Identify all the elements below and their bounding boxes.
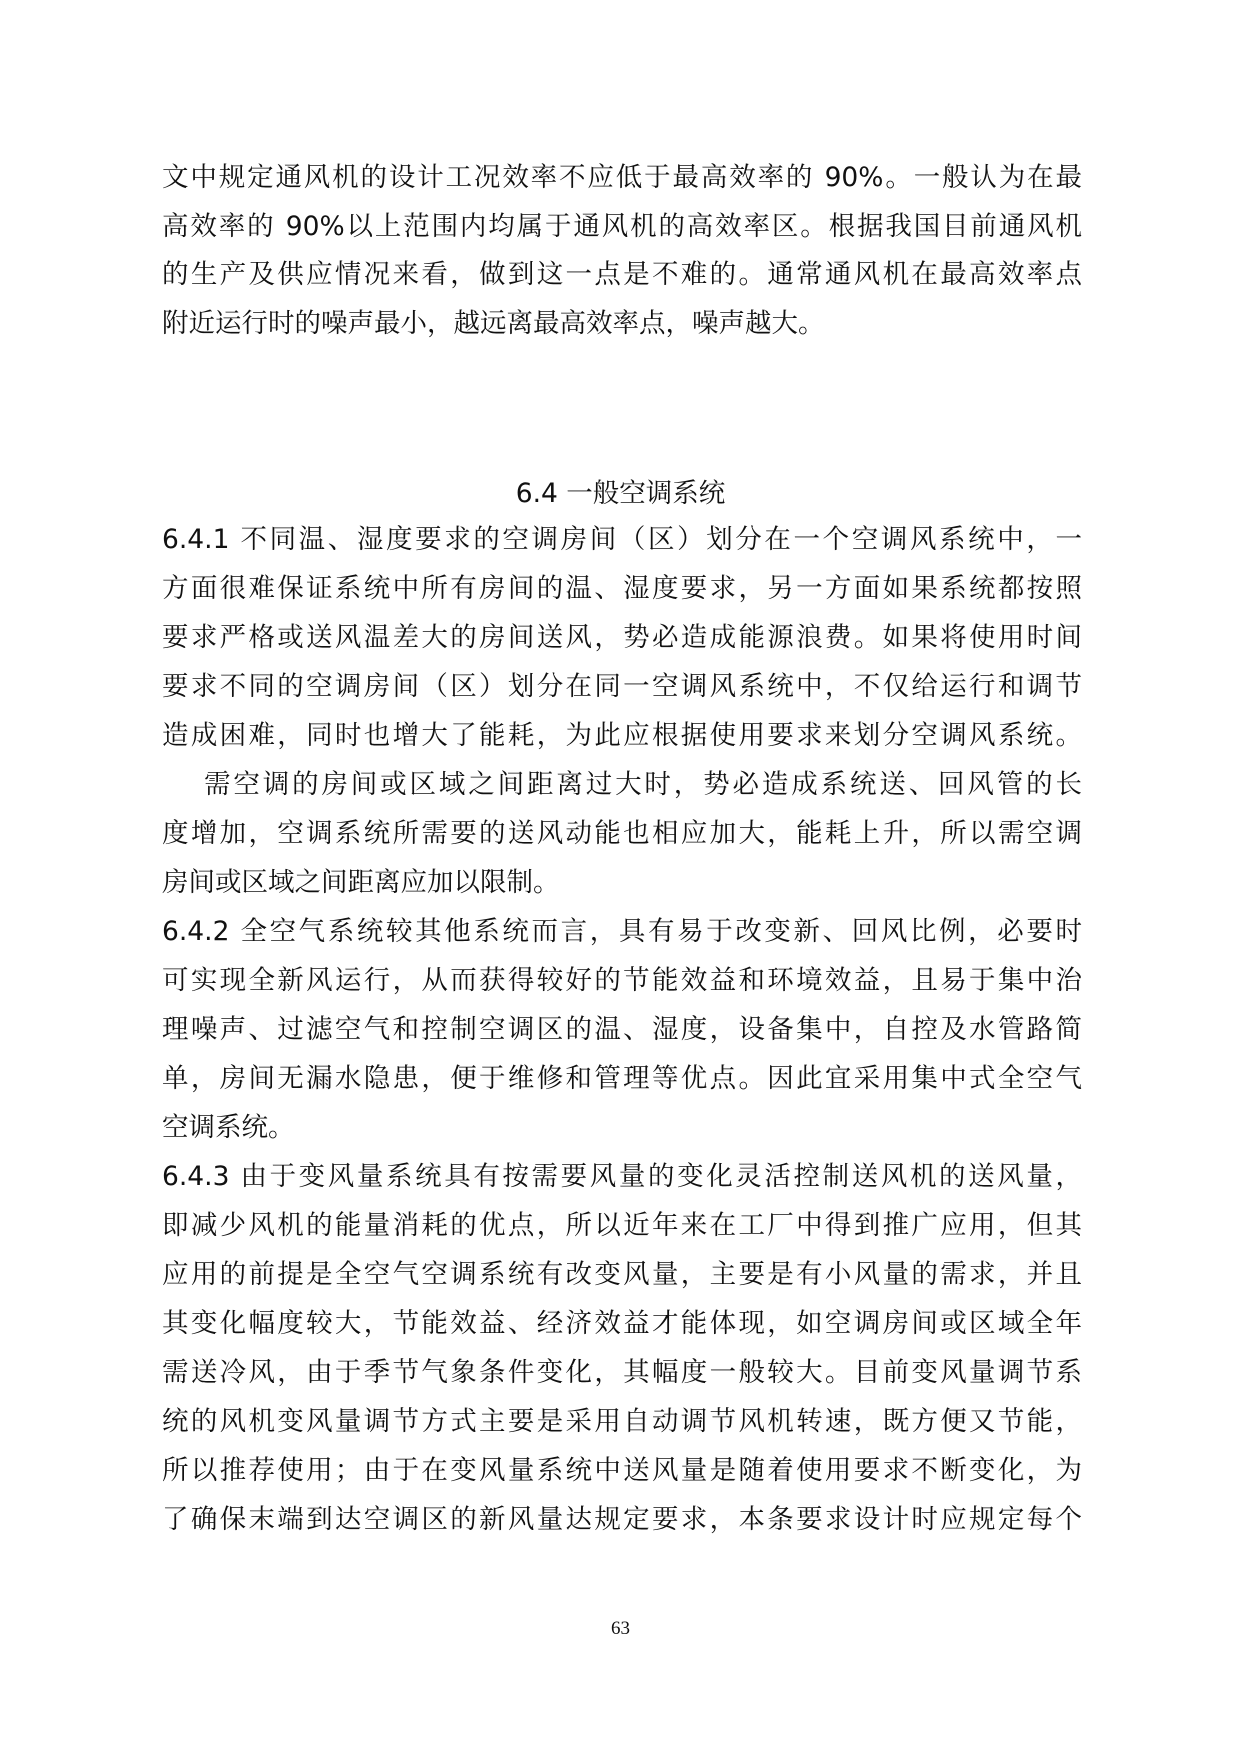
clause-6-4-1-line-4: 要求不同的空调房间（区）划分在同一空调风系统中，不仅给运行和调节 xyxy=(162,671,1082,702)
clause-6-4-2-line-3: 理噪声、过滤空气和控制空调区的温、湿度，设备集中，自控及水管路简 xyxy=(162,1014,1082,1045)
clause-6-4-2-line-5: 空调系统。 xyxy=(162,1112,295,1143)
clause-6-4-1-line-5: 造成困难，同时也增大了能耗，为此应根据使用要求来划分空调风系统。 xyxy=(162,720,1082,751)
clause-6-4-3-line-3: 应用的前提是全空气空调系统有改变风量，主要是有小风量的需求，并且 xyxy=(162,1259,1082,1290)
clause-6-4-1-line-1: 6.4.1 不同温、湿度要求的空调房间（区）划分在一个空调风系统中，一 xyxy=(162,524,1082,555)
clause-6-4-3-line-6: 统的风机变风量调节方式主要是采用自动调节风机转速，既方便又节能， xyxy=(162,1406,1082,1437)
clause-6-4-1-para2-line-2: 度增加，空调系统所需要的送风动能也相应加大，能耗上升，所以需空调 xyxy=(162,818,1082,849)
clause-6-4-3-line-5: 需送冷风，由于季节气象条件变化，其幅度一般较大。目前变风量调节系 xyxy=(162,1357,1082,1388)
clause-6-4-3-line-7: 所以推荐使用；由于在变风量系统中送风量是随着使用要求不断变化，为 xyxy=(162,1455,1082,1486)
intro-line-3: 的生产及供应情况来看，做到这一点是不难的。通常通风机在最高效率点 xyxy=(162,259,1082,290)
intro-line-2: 高效率的 90%以上范围内均属于通风机的高效率区。根据我国目前通风机 xyxy=(162,211,1082,242)
clause-6-4-3-line-2: 即减少风机的能量消耗的优点，所以近年来在工厂中得到推广应用，但其 xyxy=(162,1210,1082,1241)
clause-6-4-1-para2-line-1: 需空调的房间或区域之间距离过大时，势必造成系统送、回风管的长 xyxy=(204,769,1082,800)
section-heading: 6.4 一般空调系统 xyxy=(515,478,726,509)
clause-6-4-1-para2-line-3: 房间或区域之间距离应加以限制。 xyxy=(162,867,560,898)
clause-6-4-1-line-3: 要求严格或送风温差大的房间送风，势必造成能源浪费。如果将使用时间 xyxy=(162,622,1082,653)
intro-line-4: 附近运行时的噪声最小，越远离最高效率点，噪声越大。 xyxy=(162,308,825,339)
clause-6-4-2-line-4: 单，房间无漏水隐患，便于维修和管理等优点。因此宜采用集中式全空气 xyxy=(162,1063,1082,1094)
clause-6-4-3-line-4: 其变化幅度较大，节能效益、经济效益才能体现，如空调房间或区域全年 xyxy=(162,1308,1082,1339)
clause-6-4-3-line-1: 6.4.3 由于变风量系统具有按需要风量的变化灵活控制送风机的送风量， xyxy=(162,1161,1082,1192)
clause-6-4-3-line-8: 了确保末端到达空调区的新风量达规定要求，本条要求设计时应规定每个 xyxy=(162,1504,1082,1535)
clause-6-4-2-line-1: 6.4.2 全空气系统较其他系统而言，具有易于改变新、回风比例，必要时 xyxy=(162,916,1082,947)
intro-line-1: 文中规定通风机的设计工况效率不应低于最高效率的 90%。一般认为在最 xyxy=(162,162,1082,193)
clause-6-4-1-line-2: 方面很难保证系统中所有房间的温、湿度要求，另一方面如果系统都按照 xyxy=(162,573,1082,604)
clause-6-4-2-line-2: 可实现全新风运行，从而获得较好的节能效益和环境效益，且易于集中治 xyxy=(162,965,1082,996)
page-number: 63 xyxy=(611,1618,630,1639)
